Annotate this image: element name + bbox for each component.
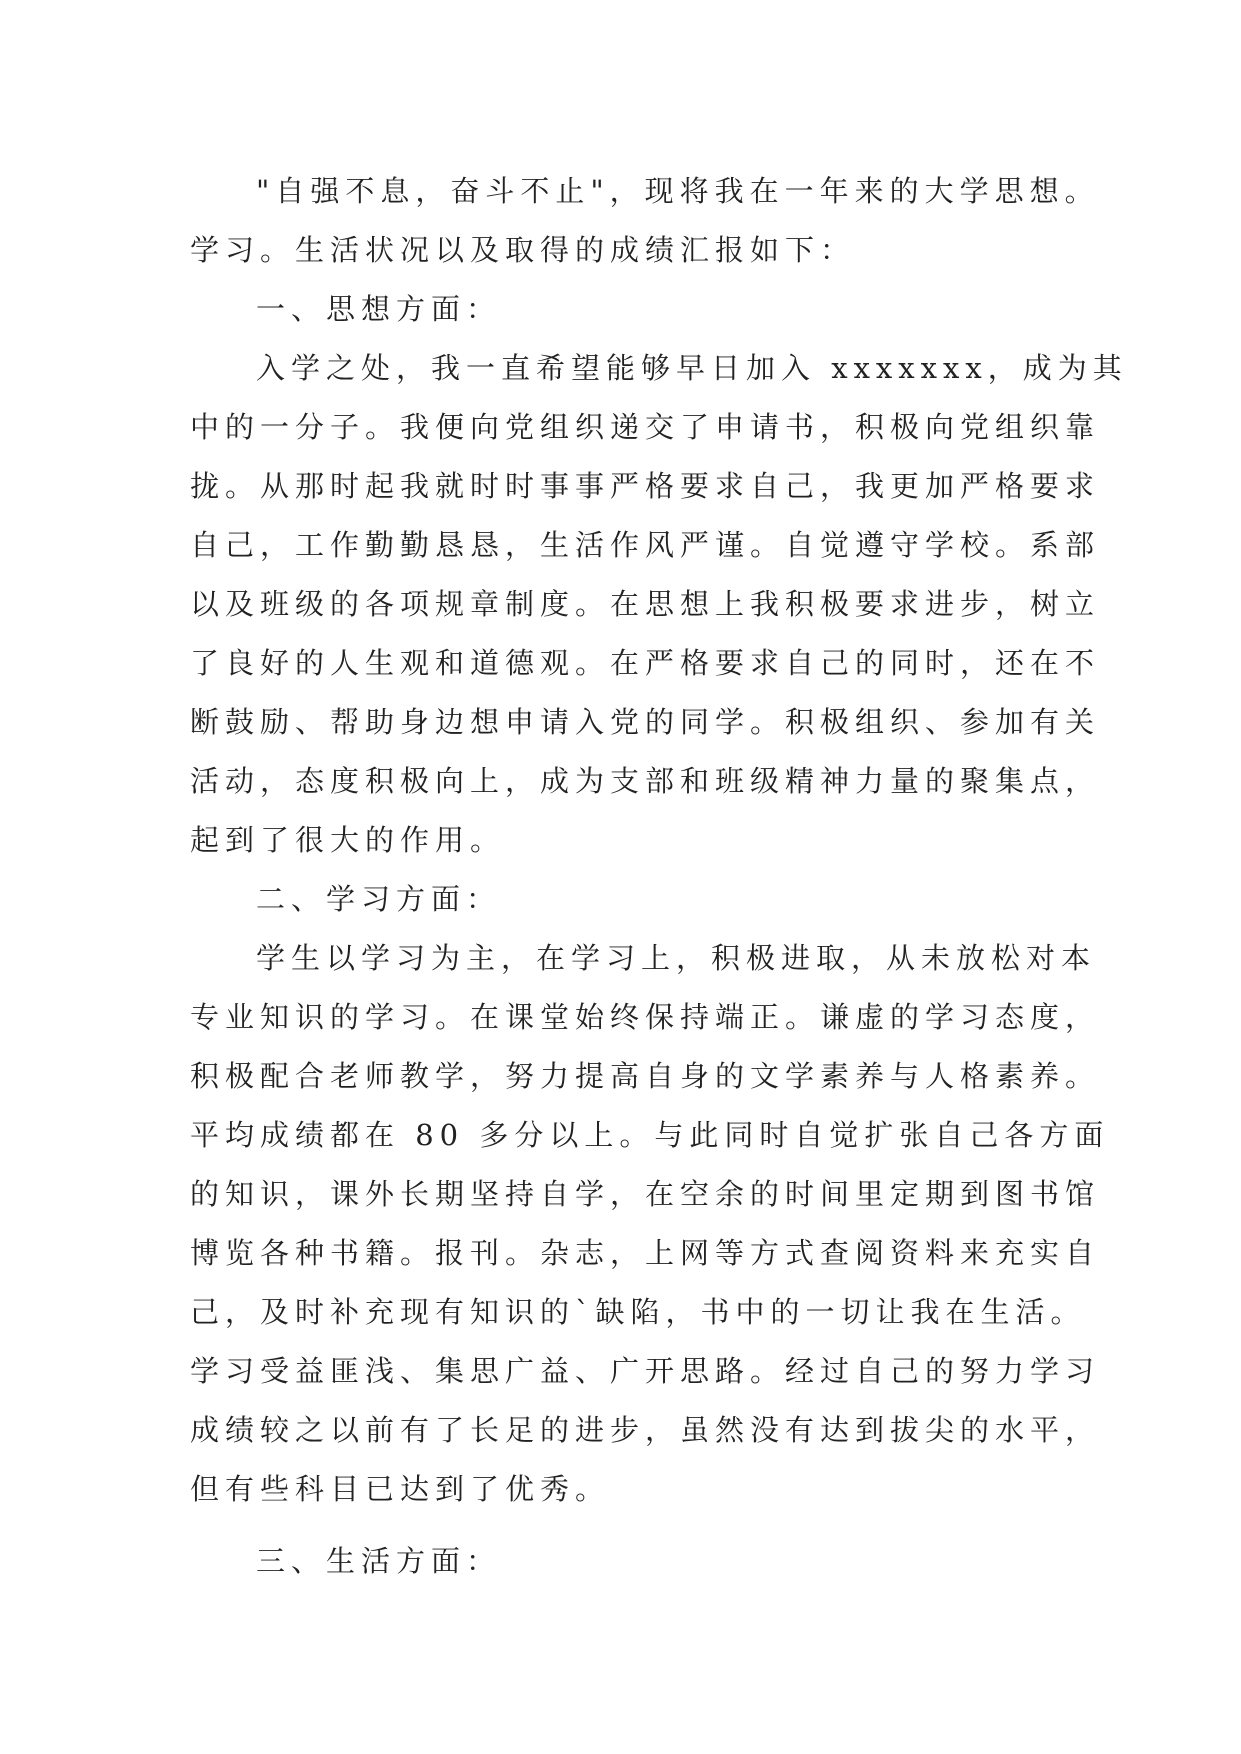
- paragraph-thought-line-5: 以及班级的各项规章制度。在思想上我积极要求进步，树立: [190, 587, 1101, 621]
- paragraph-thought-line-4: 自己，工作勤勤恳恳，生活作风严谨。自觉遵守学校。系部: [190, 528, 1101, 562]
- paragraph-study-line-3: 积极配合老师教学，努力提高自身的文学素养与人格素养。: [190, 1059, 1101, 1093]
- paragraph-study-line-7: 己，及时补充现有知识的`缺陷，书中的一切让我在生活。: [190, 1295, 1086, 1329]
- paragraph-study-line-5: 的知识，课外长期坚持自学，在空余的时间里定期到图书馆: [190, 1177, 1101, 1211]
- paragraph-thought-line-3: 拢。从那时起我就时时事事严格要求自己，我更加严格要求: [190, 469, 1101, 503]
- paragraph-study-line-2: 专业知识的学习。在课堂始终保持端正。谦虚的学习态度，: [190, 1000, 1101, 1034]
- paragraph-thought-line-6: 了良好的人生观和道德观。在严格要求自己的同时，还在不: [190, 646, 1101, 680]
- section-heading-life: 三、生活方面：: [256, 1544, 502, 1578]
- document-body: [190, 162, 1128, 1591]
- paragraph-thought-line-7: 断鼓励、帮助身边想申请入党的同学。积极组织、参加有关: [190, 705, 1101, 739]
- paragraph-study-line-6: 博览各种书籍。报刊。杂志，上网等方式查阅资料来充实自: [190, 1236, 1101, 1270]
- paragraph-intro-line-2: 学习。生活状况以及取得的成绩汇报如下：: [190, 233, 856, 267]
- paragraph-thought-line-8: 活动，态度积极向上，成为支部和班级精神力量的聚集点，: [190, 764, 1101, 798]
- paragraph-thought-line-9: 起到了很大的作用。: [190, 823, 506, 857]
- section-heading-study: 二、学习方面：: [256, 882, 502, 916]
- paragraph-study-line-10: 但有些科目已达到了优秀。: [190, 1472, 611, 1506]
- paragraph-study-line-1: 学生以学习为主，在学习上，积极进取，从未放松对本: [256, 941, 1097, 975]
- paragraph-study-line-4: 平均成绩都在 80 多分以上。与此同时自觉扩张自己各方面: [190, 1118, 1110, 1152]
- paragraph-thought-line-1: 入学之处，我一直希望能够早日加入 xxxxxxx，成为其: [256, 351, 1128, 385]
- paragraph-thought-line-2: 中的一分子。我便向党组织递交了申请书，积极向党组织靠: [190, 410, 1101, 444]
- paragraph-intro-line-1: "自强不息，奋斗不止"，现将我在一年来的大学思想。: [256, 174, 1100, 208]
- section-heading-thought: 一、思想方面：: [256, 292, 502, 326]
- paragraph-study-line-8: 学习受益匪浅、集思广益、广开思路。经过自己的努力学习: [190, 1354, 1101, 1388]
- paragraph-study-line-9: 成绩较之以前有了长足的进步，虽然没有达到拔尖的水平，: [190, 1413, 1101, 1447]
